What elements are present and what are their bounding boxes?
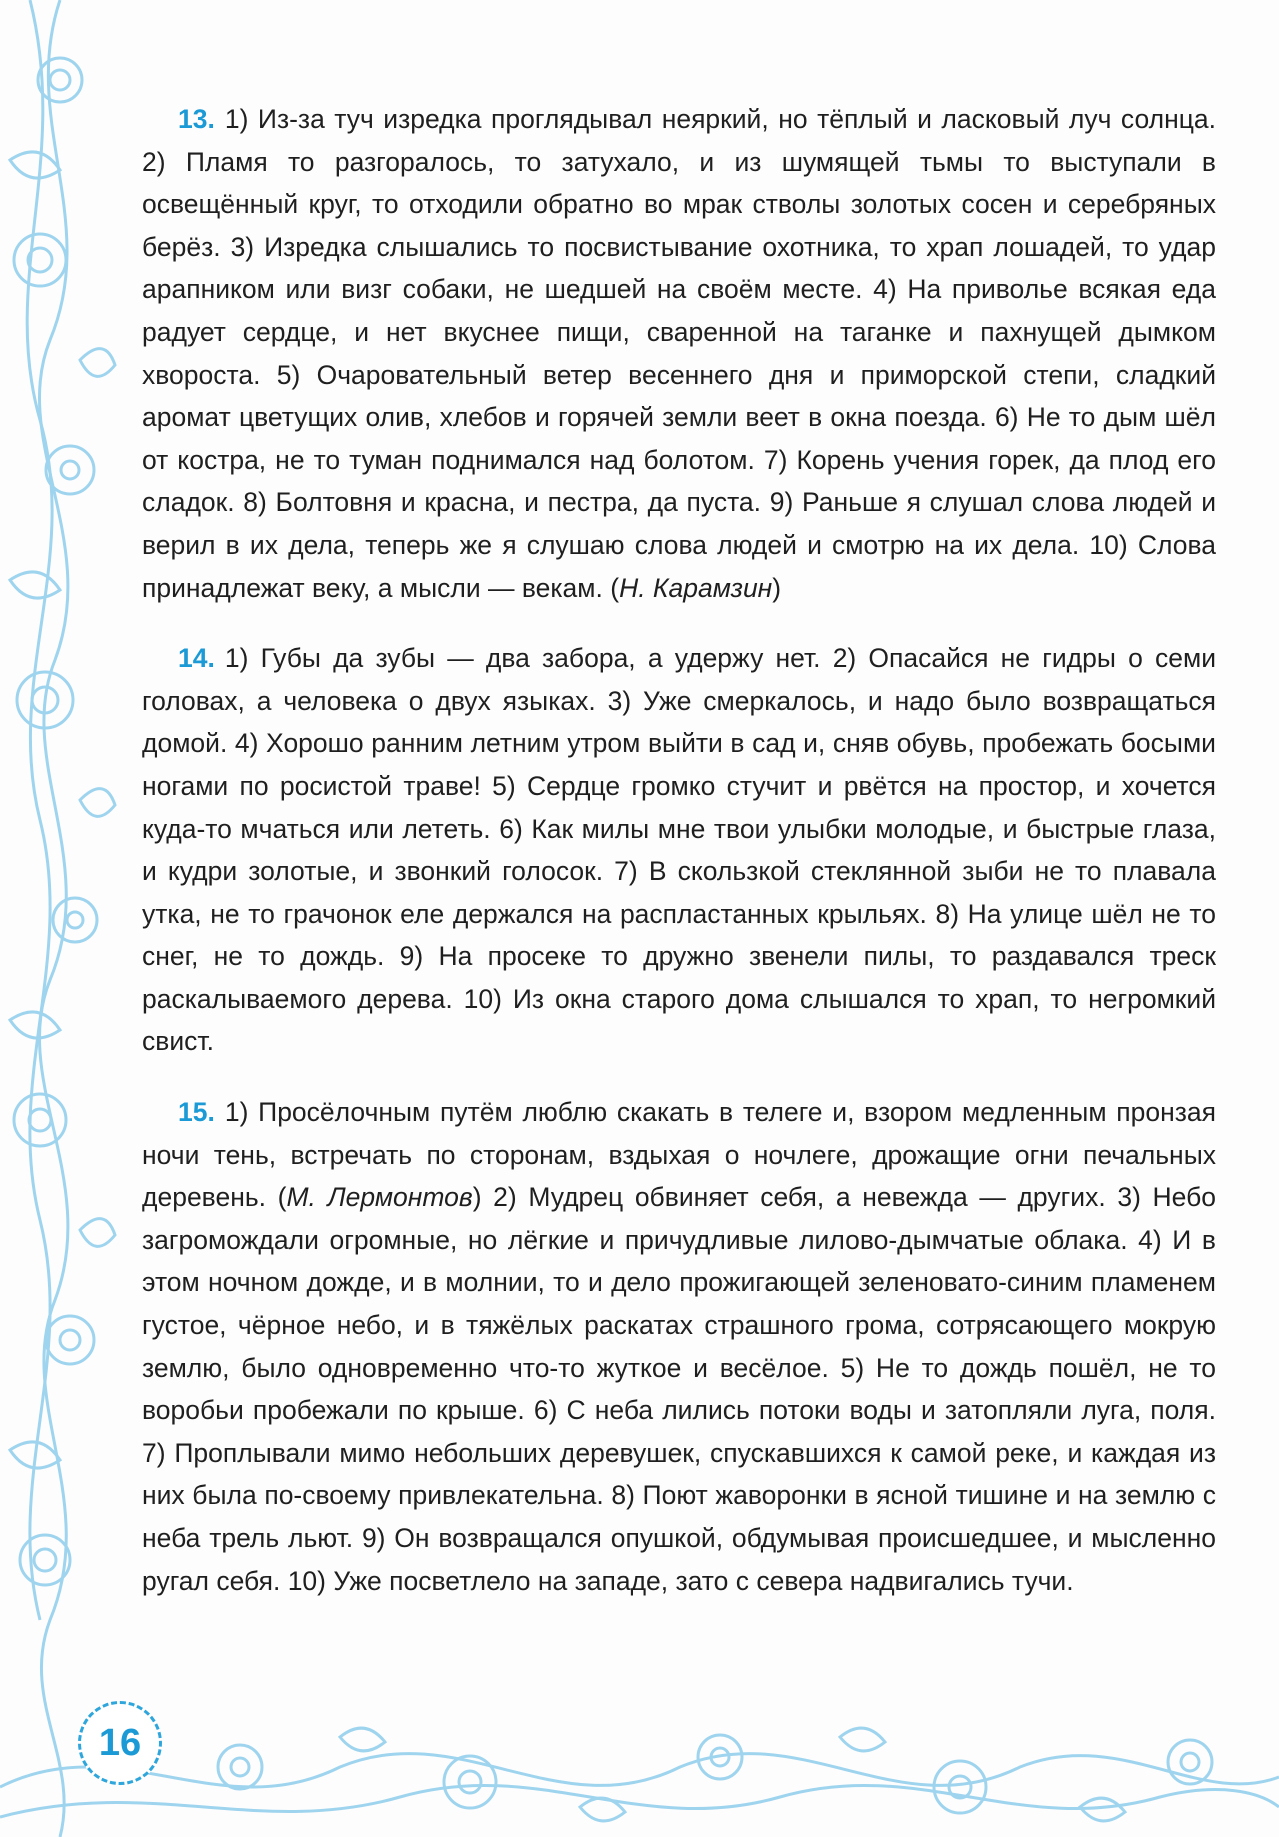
exercise-13 (142, 98, 1216, 609)
text-segment: ) 2) Мудрец обвиняет себя, а невежда — других. 3) Небо загромождали огромные, но лёгкие и причудливые лилово-дымчатые облака. 4) И в этом ночном дожде, и в молнии, то и дело прожигающей зеленовато-синим пламенем густое, чёрное небо, и в тяжёлых раскатах страшного грома, сотрясающего мокрую землю, было одновременно что-то жуткое и весёлое. 5) Не то дождь пошёл, не то воробьи пробежали по крыше. 6) С неба лились потоки воды и затопляли луга, поля. 7) Проплывали мимо небольших деревушек, спускавшихся к самой реке, и каждая из них была по-своему привлекательна. 8) Поют жаворонки в ясной тишине и на землю с неба трель льют. 9) Он возвращался опушкой, обдумывая происшедшее, и мысленно ругал себя. 10) Уже посветлело на западе, зато с севера надвигались тучи. (142, 1182, 1217, 1596)
text-segment: ) (772, 572, 782, 603)
exercise-number: 13. (178, 104, 215, 134)
exercise-number: 15. (178, 1097, 215, 1128)
text-segment: 1) Просёлочным путём люблю скакать в телеге и, взором медленным пронзая ночи тень, встречать по сторонам, вздыхая о ночлеге, дрожащие огни печальных деревень. ( (142, 1097, 1216, 1213)
exercise-text (142, 1091, 1216, 1602)
text-segment: 1) Из-за туч изредка проглядывал неяркий, но тёплый и ласковый луч солнца. 2) Пламя то разгоралось, то затухало, и из шумящей тьмы то выступали в освещённый круг, то отходили обратно во мрак стволы золотых сосен и серебряных берёз. 3) Изредка слышались то посвистывание охотника, то храп лошадей, то удар арапником или визг собаки, не шедшей на своём месте. 4) На приволье всякая еда радует сердце, и нет вкуснее пищи, сваренной на таганке и пахнущей дымком хвороста. 5) Очаровательный ветер весеннего дня и приморской степи, сладкий аромат цветущих олив, хлебов и горячей земли веет в окна поезда. 6) Не то дым шёл от костра, не то туман поднимался над болотом. 7) Корень учения горек, да плод его сладок. 8) Болтовня и красна, и пестра, да пуста. 9) Раньше я слушал слова людей и верил в их дела, теперь же я слушаю слова людей и смотрю на их дела. 10) Слова принадлежат веку, а мысли — векам. ( (142, 104, 1216, 603)
exercise-text (142, 98, 1216, 609)
exercise-text (142, 637, 1216, 1063)
author-name: Н. Карамзин (619, 572, 773, 603)
text-segment: 1) Губы да зубы — два забора, а удержу нет. 2) Опасайся не гидры о семи головах, а человека о двух языках. 3) Уже смеркалось, и надо было возвращаться домой. 4) Хорошо ранним летним утром выйти в сад и, сняв обувь, пробежать босыми ногами по росистой траве! 5) Сердце громко стучит и рвётся на простор, и хочется куда-то мчаться или лететь. 6) Как милы мне твои улыбки молодые, и быстрые глаза, и кудри золотые, и звонкий голосок. 7) В скользкой стеклянной зыби не то плавала утка, не то грачонок еле держался на распластанных крыльях. 8) На улице шёл не то снег, не то дождь. 9) На просеке то дружно звенели пилы, то раздавался треск раскалываемого дерева. 10) Из окна старого дома слышался то храп, то негромкий свист. (142, 643, 1216, 1057)
exercise-14 (142, 637, 1216, 1063)
exercise-15 (142, 1091, 1216, 1602)
exercises-content (142, 98, 1216, 1630)
author-name: М. Лермонтов (286, 1182, 473, 1213)
left-floral-ornament (0, 0, 118, 1837)
bottom-floral-ornament (0, 1697, 1279, 1837)
page-number: 16 (78, 1701, 162, 1785)
exercise-number: 14. (178, 643, 215, 674)
